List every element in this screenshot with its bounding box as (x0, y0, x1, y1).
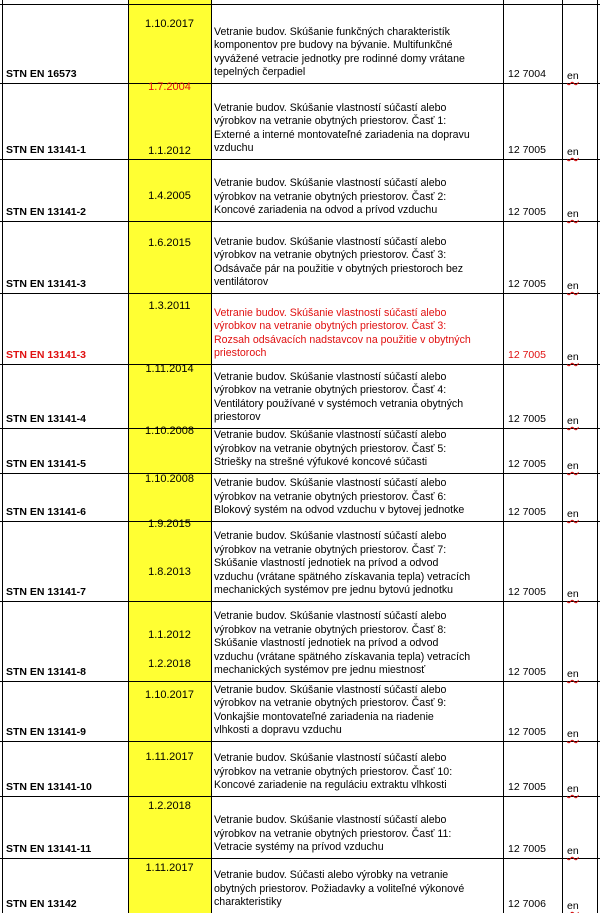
description-line: vyvážené vetracie jednotky pre rodinné domy vrátane (214, 52, 465, 65)
grid-left-line (2, 0, 3, 913)
row-separator-line (0, 521, 600, 522)
standard-code: STN EN 13141-9 (6, 726, 86, 738)
grid-desc-left-line (211, 0, 212, 913)
description-line: výrobkov na vetranie obytných priestorov. Časť 10: (214, 765, 453, 778)
description-line: výrobkov na vetranie obytných priestorov. Časť 1: (214, 115, 447, 128)
effective-date: 1.11.2017 (145, 751, 194, 763)
language-code: en (567, 70, 579, 82)
classification-number: 12 7005 (508, 586, 546, 598)
effective-date: 1.10.2017 (145, 18, 194, 30)
standard-description (214, 236, 502, 290)
standard-code: STN EN 13141-5 (6, 458, 86, 470)
standard-code: STN EN 16573 (6, 68, 77, 80)
standard-code: STN EN 13141-3 (6, 349, 86, 361)
language-code: en (567, 728, 579, 740)
standard-code: STN EN 13141-4 (6, 413, 86, 425)
description-line: vlhkosti a dopravu vzduchu (214, 724, 342, 737)
standard-code: STN EN 13141-8 (6, 666, 86, 678)
description-line: Externé a interné montovateľné zariadenia na dopravu (214, 128, 470, 141)
row-separator-line (0, 796, 600, 797)
row-separator-line (0, 221, 600, 222)
description-line: ventilátorov (214, 276, 269, 289)
classification-number: 12 7005 (508, 206, 546, 218)
description-line: Vetranie budov. Skúšanie vlastností súčastí alebo (214, 477, 447, 490)
description-line: Vetranie budov. Súčasti alebo výrobky na vetranie (214, 869, 449, 882)
standard-description (214, 869, 502, 910)
description-line: výrobkov na vetranie obytných priestorov. Časť 3: (214, 320, 447, 333)
standard-code: STN EN 13141-6 (6, 506, 86, 518)
description-line: Vetranie budov. Skúšanie vlastností súčastí alebo (214, 683, 447, 696)
classification-number: 12 7006 (508, 898, 546, 910)
description-line: výrobkov na vetranie obytných priestorov. Časť 8: (214, 623, 447, 636)
description-line: Vetranie budov. Skúšanie vlastností súčastí alebo (214, 235, 447, 248)
description-line: Vetranie budov. Skúšanie vlastností súčastí alebo (214, 752, 447, 765)
classification-number: 12 7005 (508, 666, 546, 678)
effective-date: 1.1.2012 (148, 629, 191, 641)
description-line: vzduchu (vrátane spätného získavania tepla) vetracích (214, 650, 471, 663)
description-line: Rozsah odsávacích nadstavcov na použitie v obytných (214, 333, 471, 346)
description-line: Skúšanie vlastností jednotiek na prívod a odvod (214, 557, 439, 570)
description-line: výrobkov na vetranie obytných priestorov. Časť 6: (214, 490, 447, 503)
description-line: Koncové zariadenia na odvod a prívod vzduchu (214, 204, 438, 217)
language-code: en (567, 280, 579, 292)
language-code: en (567, 208, 579, 220)
description-line: výrobkov na vetranie obytných priestorov. Časť 2: (214, 190, 447, 203)
effective-date: 1.8.2013 (148, 566, 191, 578)
description-line: komponentov pre budovy na bývanie. Multifunkčné (214, 39, 453, 52)
description-line: Vetranie budov. Skúšanie funkčných charakteristík (214, 25, 450, 38)
description-line: výrobkov na vetranie obytných priestorov. Časť 9: (214, 697, 447, 710)
effective-date: 1.9.2015 (148, 518, 191, 530)
standard-description (214, 371, 502, 425)
language-code: en (567, 845, 579, 857)
standard-description (214, 477, 502, 518)
classification-number: 12 7005 (508, 506, 546, 518)
classification-number: 12 7005 (508, 843, 546, 855)
language-code: en (567, 783, 579, 795)
standard-code: STN EN 13141-11 (6, 843, 92, 855)
description-line: mechanických systémov pre jednu bytovú jednotku (214, 584, 454, 597)
grid-right-line (597, 0, 598, 913)
description-line: Vetranie budov. Skúšanie vlastností súčastí alebo (214, 177, 447, 190)
description-line: priestoroch (214, 347, 267, 360)
language-code: en (567, 588, 579, 600)
standard-description (214, 429, 502, 470)
row-separator-line (0, 858, 600, 859)
language-code: en (567, 351, 579, 363)
language-code: en (567, 668, 579, 680)
effective-date: 1.10.2008 (145, 473, 194, 485)
classification-number: 12 7005 (508, 278, 546, 290)
description-line: Vetranie budov. Skúšanie vlastností súčastí alebo (214, 306, 447, 319)
description-line: Striešky na strešné výfukové koncové súčasti (214, 456, 428, 469)
standard-description (214, 752, 502, 793)
grid-date-left-line (128, 0, 129, 913)
language-code: en (567, 508, 579, 520)
standard-code: STN EN 13142 (6, 898, 77, 910)
description-line: Vonkajšie montovateľné zariadenia na riadenie (214, 710, 434, 723)
description-line: Vetranie budov. Skúšanie vlastností súčastí alebo (214, 814, 447, 827)
description-line: Vetranie budov. Skúšanie vlastností súčastí alebo (214, 429, 447, 442)
standard-description (214, 814, 502, 855)
classification-number: 12 7005 (508, 144, 546, 156)
effective-date: 1.6.2015 (148, 237, 191, 249)
language-code: en (567, 415, 579, 427)
row-separator-line (0, 83, 600, 84)
description-line: výrobkov na vetranie obytných priestorov. Časť 11: (214, 827, 452, 840)
effective-date: 1.1.2012 (148, 145, 191, 157)
description-line: Vetranie budov. Skúšanie vlastností súčastí alebo (214, 610, 447, 622)
description-line: obytných priestorov. Požiadavky a voliteľné výkonové (214, 882, 465, 895)
description-line: vzduchu (214, 142, 254, 155)
date-column-highlight (128, 0, 211, 913)
classification-number: 12 7004 (508, 68, 546, 80)
effective-date: 1.7.2004 (148, 81, 191, 93)
standard-code: STN EN 13141-7 (6, 586, 86, 598)
grid-lang-left-line (562, 0, 563, 913)
effective-date: 1.11.2014 (145, 363, 194, 375)
effective-date: 1.11.2017 (145, 862, 194, 874)
row-separator-line (0, 741, 600, 742)
description-line: Vetranie budov. Skúšanie vlastností súčastí alebo (214, 101, 447, 114)
description-line: tepelných čerpadiel (214, 66, 306, 79)
description-line: charakteristiky (214, 896, 282, 909)
effective-date: 1.2.2018 (148, 800, 191, 812)
standard-code: STN EN 13141-1 (6, 144, 86, 156)
effective-date: 1.10.2017 (145, 689, 194, 701)
description-line: výrobkov na vetranie obytných priestorov. Časť 7: (214, 543, 447, 556)
standard-description (214, 307, 502, 361)
classification-number: 12 7005 (508, 349, 546, 361)
description-line: Koncové zariadenie na reguláciu extraktu vlhkosti (214, 779, 447, 792)
description-line: Vetranie budov. Skúšanie vlastností súčastí alebo (214, 530, 447, 542)
classification-number: 12 7005 (508, 726, 546, 738)
effective-date: 1.3.2011 (148, 300, 191, 312)
classification-number: 12 7005 (508, 413, 546, 425)
effective-date: 1.2.2018 (148, 658, 191, 670)
standard-description (214, 610, 502, 678)
language-code: en (567, 900, 579, 912)
standard-code: STN EN 13141-10 (6, 781, 92, 793)
standard-description (214, 102, 502, 156)
standard-code: STN EN 13141-3 (6, 278, 86, 290)
standard-description (214, 684, 502, 738)
row-separator-line (0, 364, 600, 365)
effective-date: 1.10.2008 (145, 425, 194, 437)
row-separator-line (0, 293, 600, 294)
row-separator-line (0, 4, 600, 5)
row-separator-line (0, 601, 600, 602)
classification-number: 12 7005 (508, 781, 546, 793)
description-line: Vetracie systémy na prívod vzduchu (214, 841, 384, 854)
row-separator-line (0, 681, 600, 682)
effective-date: 1.4.2005 (148, 190, 191, 202)
description-line: výrobkov na vetranie obytných priestorov. Časť 3: (214, 249, 447, 262)
description-line: Odsávače pár na použitie v obytných priestoroch bez (214, 262, 464, 275)
description-line: priestorov (214, 411, 261, 424)
description-line: Blokový systém na odvod vzduchu v bytovej jednotke (214, 504, 465, 517)
standard-description (214, 177, 502, 218)
standard-description (214, 530, 502, 598)
row-separator-line (0, 159, 600, 160)
language-code: en (567, 146, 579, 158)
description-line: výrobkov na vetranie obytných priestorov. Časť 4: (214, 384, 447, 397)
classification-number: 12 7005 (508, 458, 546, 470)
standard-description (214, 26, 502, 80)
row-separator-line (0, 473, 600, 474)
description-line: mechanických systémov pre jednu miestnosť (214, 664, 426, 677)
description-line: Vetranie budov. Skúšanie vlastností súčastí alebo (214, 370, 447, 383)
grid-num-left-line (503, 0, 504, 913)
language-code: en (567, 460, 579, 472)
standard-code: STN EN 13141-2 (6, 206, 86, 218)
description-line: Skúšanie vlastností jednotiek na prívod a odvod (214, 637, 439, 650)
description-line: výrobkov na vetranie obytných priestorov. Časť 5: (214, 442, 447, 455)
description-line: vzduchu (vrátane spätného získavania tepla) vetracích (214, 570, 471, 583)
description-line: Ventilátory používané v systémoch vetrania obytných (214, 397, 464, 410)
